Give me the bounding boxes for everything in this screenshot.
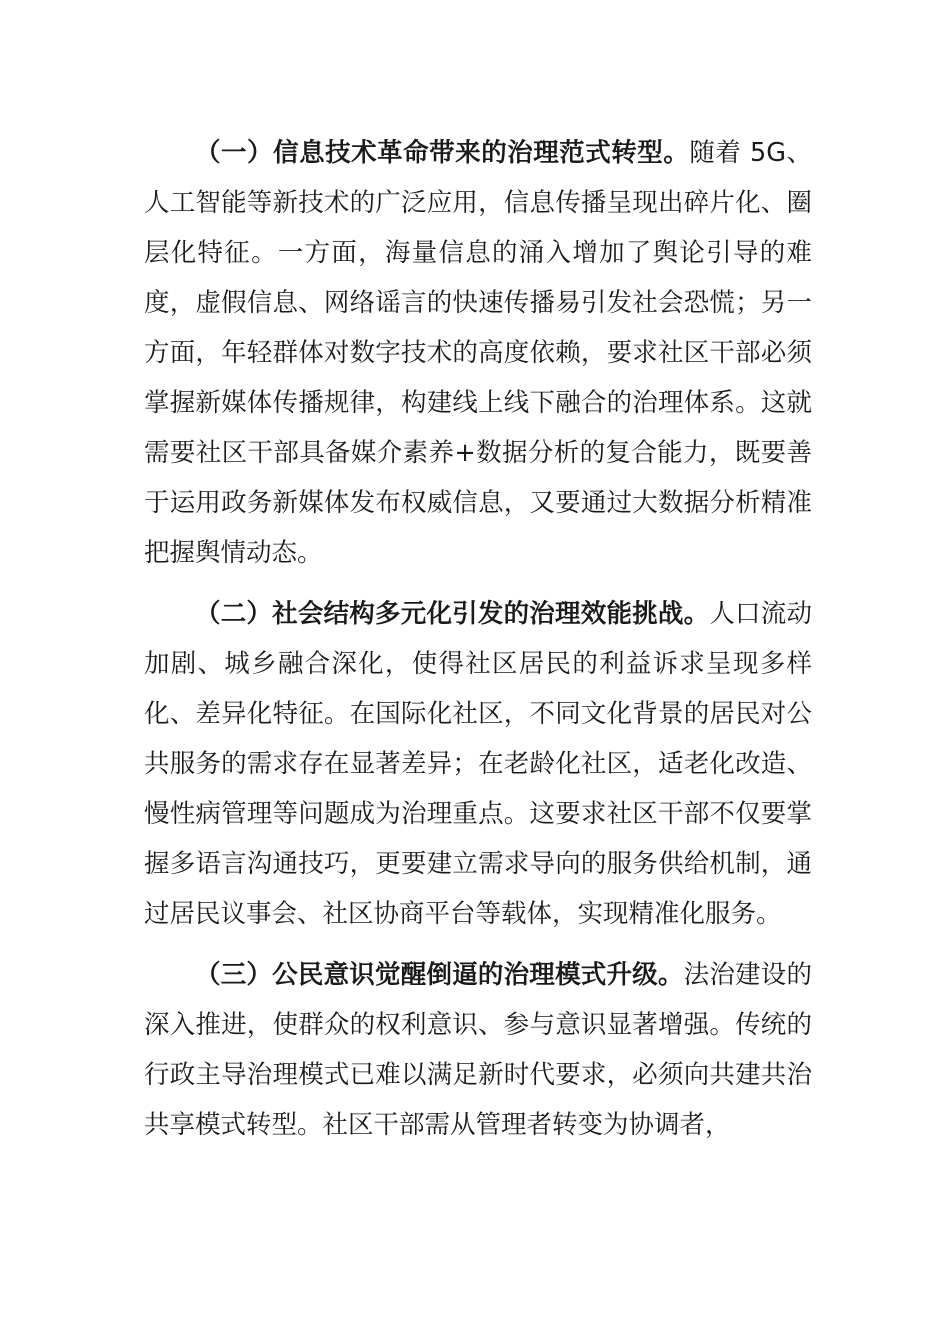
paragraph-2-text: 人口流动加剧、城乡融合深化，使得社区居民的利益诉求呈现多样化、差异化特征。在国际化社区，不同文化背景的居民对公共服务的需求存在显著差异；在老龄化社区，适老化改造、慢性病管理等问题成为治理重点。这要求社区干部不仅要掌握多语言沟通技巧，更要建立需求导向的服务供给机制，通过居民议事会、社区协商平台等载体，实现精准化服务。 — [144, 599, 812, 929]
document-body — [144, 128, 812, 1161]
paragraph-3-text: 法治建设的深入推进，使群众的权利意识、参与意识显著增强。传统的行政主导治理模式已难以满足新时代要求，必须向共建共治共享模式转型。社区干部需从管理者转变为协调者， — [144, 960, 812, 1140]
paragraph-3-heading: （三）公民意识觉醒倒逼的治理模式升级。 — [195, 960, 684, 990]
paragraph-3 — [144, 950, 812, 1150]
paragraph-1-heading: （一）信息技术革命带来的治理范式转型。 — [195, 138, 690, 168]
paragraph-2 — [144, 589, 812, 939]
paragraph-1-text: 随着 5G、人工智能等新技术的广泛应用，信息传播呈现出碎片化、圈层化特征。一方面，海量信息的涌入增加了舆论引导的难度，虚假信息、网络谣言的快速传播易引发社会恐慌；另一方面，年轻群体对数字技术的高度依赖，要求社区干部必须掌握新媒体传播规律，构建线上线下融合的治理体系。这就需要社区干部具备媒介素养+数据分析的复合能力，既要善于运用政务新媒体发布权威信息，又要通过大数据分析精准把握舆情动态。 — [144, 138, 812, 568]
paragraph-2-heading: （二）社会结构多元化引发的治理效能挑战。 — [195, 599, 710, 629]
paragraph-1 — [144, 128, 812, 578]
